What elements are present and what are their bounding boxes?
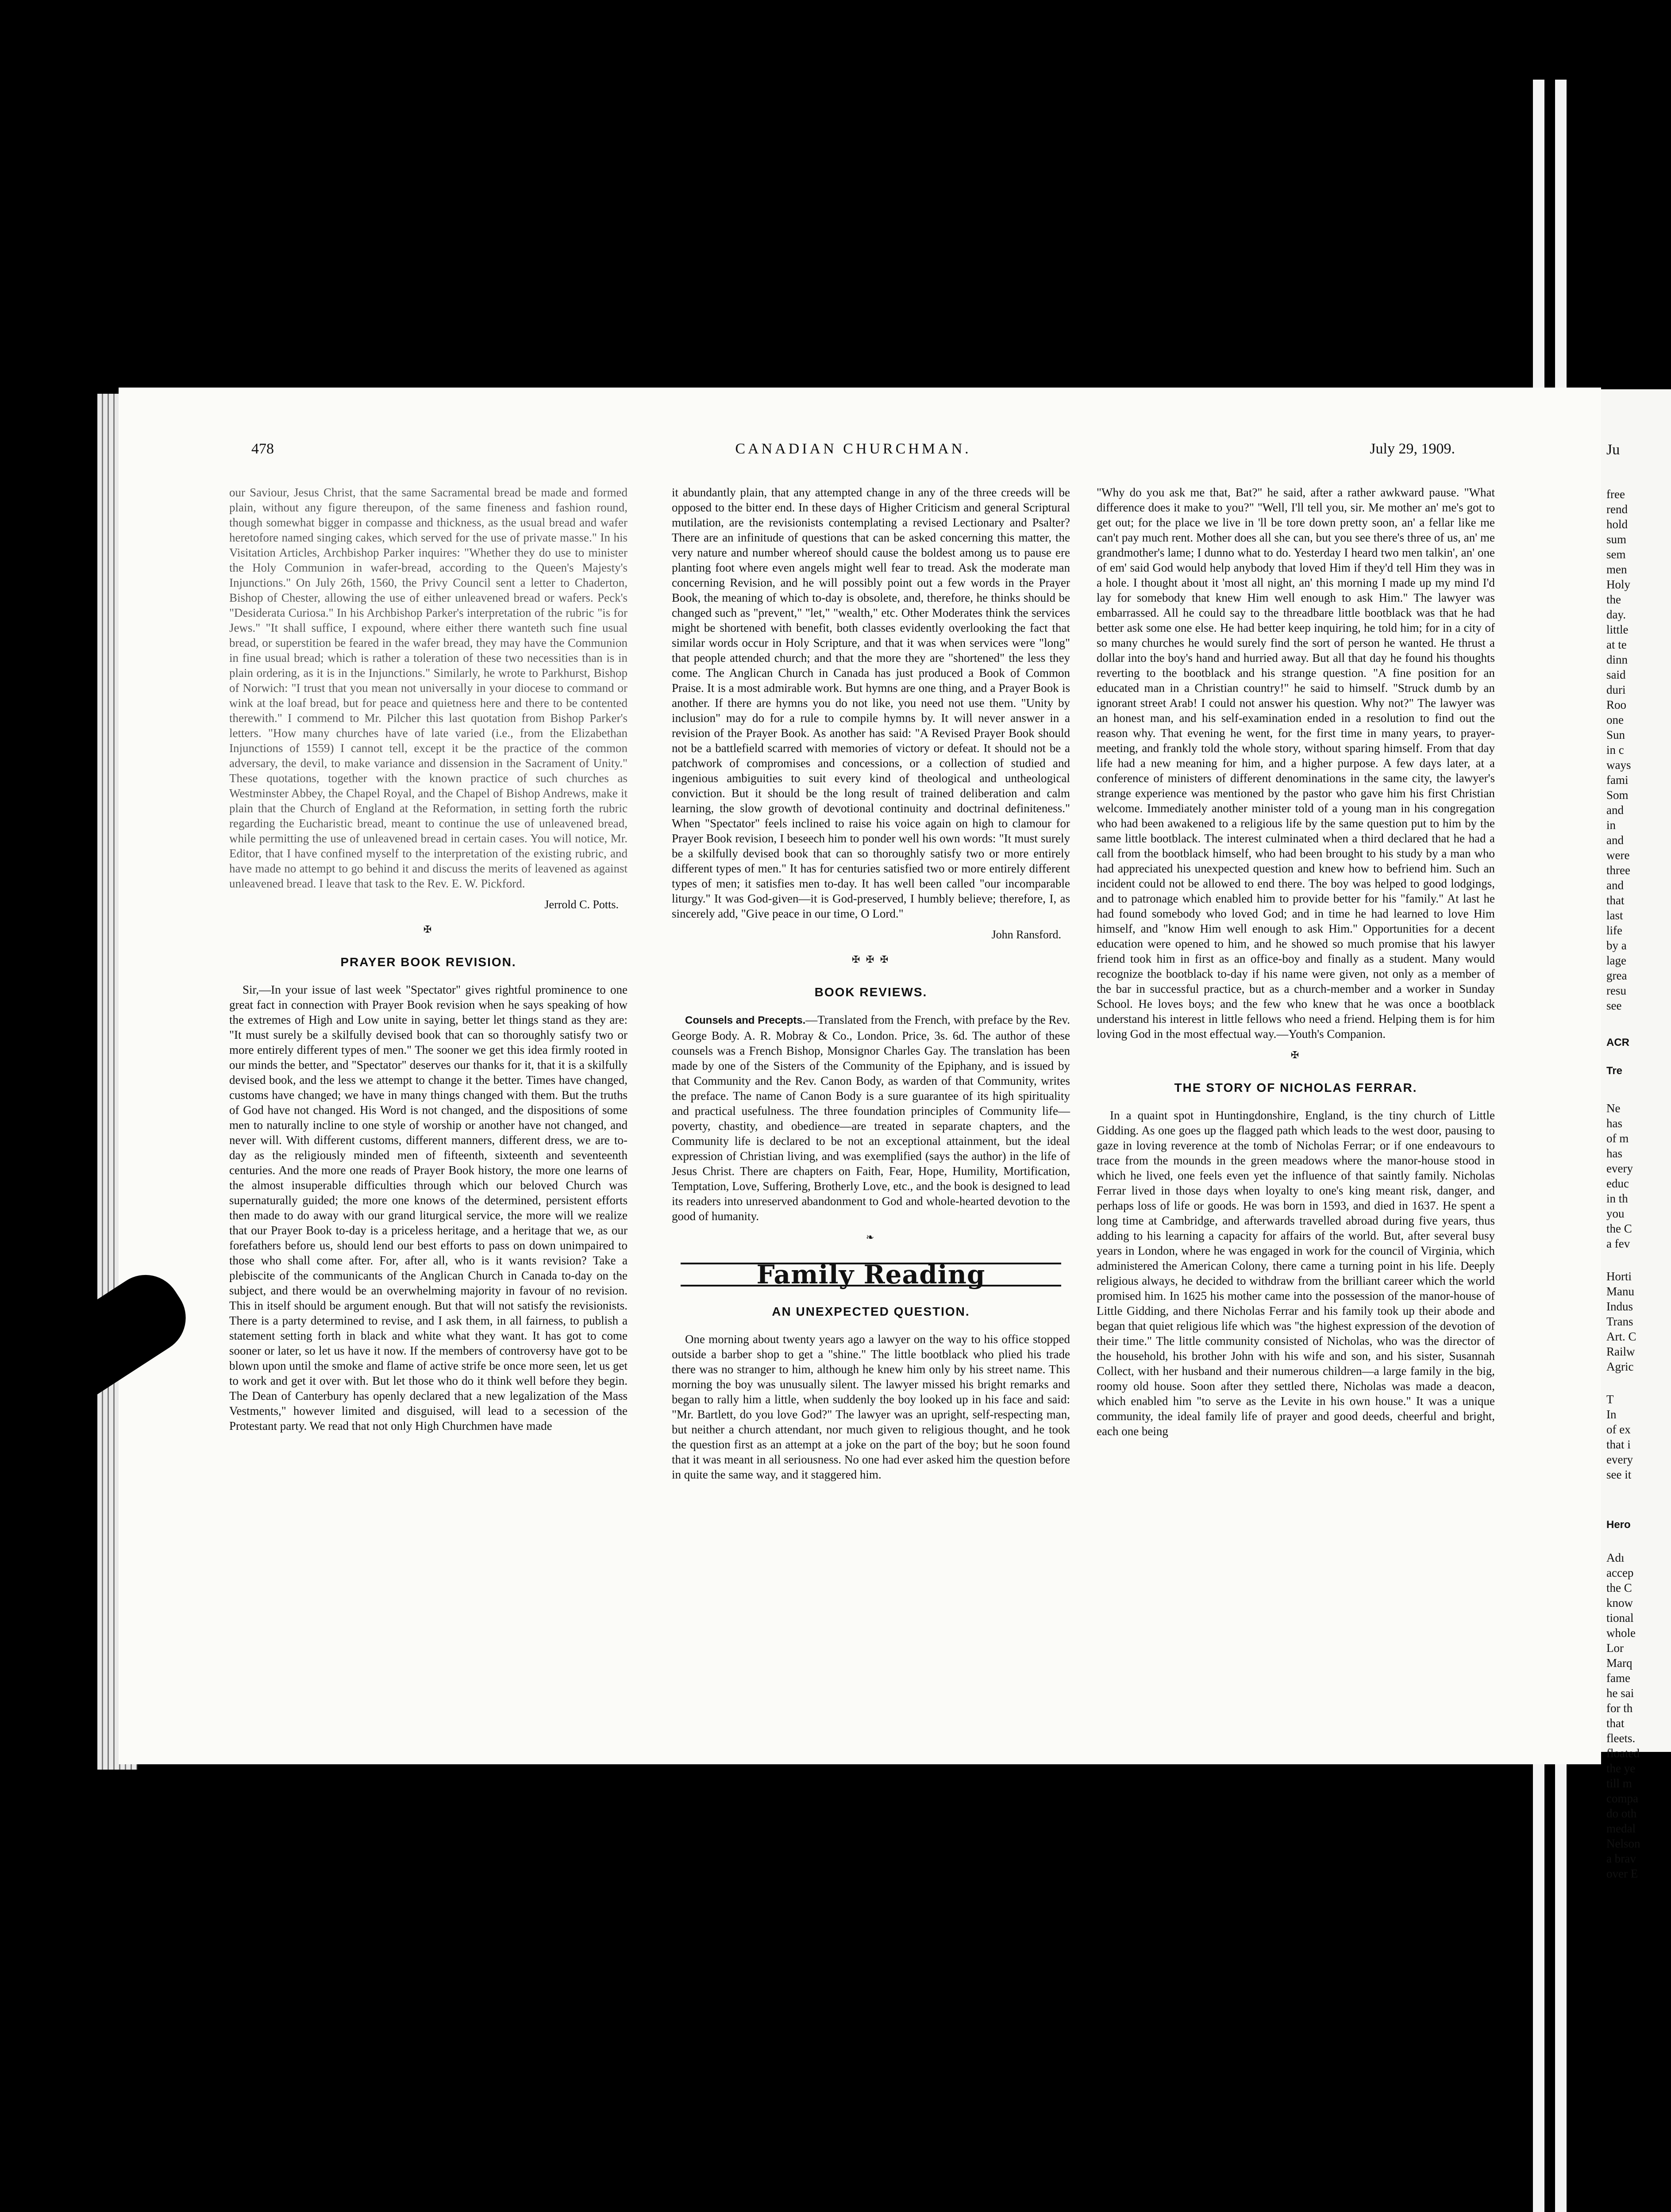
section-heading-unexpected-question: AN UNEXPECTED QUESTION.: [772, 1305, 970, 1318]
text-fragment: tional: [1606, 1611, 1634, 1624]
text-fragment: duri: [1606, 683, 1626, 696]
letter-body: Sir,—In your issue of last week "Spectator" gives rightful prominence to one great fact in connection with Prayer Book revision when he says speaking of how the extremes of High and Low unite in saying, better let things stand as they are: "It must surely be a skilfully devised book that can so thoroughly satisfy two or more entirely different types of men." The sooner we get this idea firmly rooted in our minds the better, and "Spectator" deserves our thanks for it, that it is a skilfully devised book, and the less we attempt to change it the better. Times have changed, customs have changed; we have in many things changed with them. But the truths of God have not changed. His Word is not changed, and the dispositions of some men to naturally incline to one style of worship or another have not changed, and never will. With different customs, different manners, different dress, we are to-day as the religiously minded men of fifteenth, sixteenth and seventeenth centuries. And the more one reads of Prayer Book history, the more one learns of the almost insuperable difficulties through which our beloved Church was supernaturally guided; the more one knows of the determined, persistent efforts then made to do away with our grand liturgical service, the more will we realize that our Prayer Book to-day is a priceless heritage, and a heritage that we, as our forefathers before us, should lend our best efforts to pass on down unimpaired to those who shall come after. For, after all, who is it wants revision? Take a plebiscite of the communicants of the Anglican Church in Canada to-day on the subject, and there would be an overwhelming majority in favour of no revision. This in itself should be argument enough. But that will not satisfy the revisionists. There is a party determined to revise, and I ask them, in all fairness, to publish a statement setting forth in black and white what they want. It has got to come sooner or later, so let us have it now. If the members of controversy have got to be blown upon until the smoke and flame of active strife be once more seen, let us get to work and get it over with. But let those who do it think well before they begin. The Dean of Canterbury has openly declared that a new legalization of the Mass Vestments," however limited and disguised, will lead to a secession of the Protestant party. We read that not only High Churchmen have made: [229, 983, 628, 1432]
text-fragment: and: [1606, 833, 1624, 847]
text-fragment: of ex: [1606, 1423, 1631, 1436]
text-fragment: that: [1606, 894, 1625, 907]
text-fragment: in th: [1606, 1192, 1628, 1205]
text-fragment: medal: [1606, 1822, 1636, 1835]
text-fragment: life: [1606, 924, 1622, 937]
book-review-body: —Translated from the French, with preface by the Rev. George Body. A. R. Mobray & Co., London. Price, 3s. 6d. The author of these counsels was a French Bishop, Monsignor Charles Gay. The translation has been made by one of the Sisters of the Community of the Epiphany, and is issued by that Community and the Rev. Canon Body, as warden of that Community, writes the preface. The name of Canon Body is a sure guarantee of its high spirituality and practical usefulness. The three foundation principles of Community life—poverty, chastity, and obedience—are treated in separate chapters, and the Community life is declared to be not an exceptional attainment, but the ideal expression of Christian living, and was exemplified (says the author) in the life of Jesus Christ. There are chapters on Faith, Fear, Hope, Humility, Mortification, Temptation, Love, Suffering, Brotherly Love, etc., and the book is designed to lead its readers into unreserved abandonment to God and whole-hearted devotion to the good of humanity.: [672, 1013, 1070, 1223]
text-fragment: one: [1606, 713, 1624, 726]
text-fragment: whole: [1606, 1626, 1636, 1640]
text-fragment: Holy: [1606, 578, 1630, 591]
text-fragment: accep: [1606, 1566, 1634, 1579]
letter-continuation: our Saviour, Jesus Christ, that the same Sacramental bread be made and formed plain, without any figure thereupon, of the same fineness and fashion round, though somewhat bigger in compasse and thickness, as the usual bread and wafer heretofore named singing cakes, which served for the use of private masse." In his Visitation Articles, Archbishop Parker inquires: "Whether they do use to minister the Holy Communion in wafer-bread, according to the Queen's Majesty's Injunctions." On July 26th, 1560, the Privy Council sent a letter to Chaderton, Bishop of Chester, allowing the use of either unleavened bread or wafers. Peck's "Desiderata Curiosa." In his Archbishop Parker's interpretation of the rubric "is for Jews." "It shall suffice, I expound, where either there wanteth such fine usual bread, or superstition be feared in the wafer bread, they may have the Communion in fine usual bread; which is rather a toleration of these two necessities than is in plain ordering, as it is in the Injunctions." Similarly, he wrote to Parkhurst, Bishop of Norwich: "I trust that you mean not universally in your diocese to command or wink at the loaf bread, but for peace and quietness here and there to be contented therewith." I commend to Mr. Pilcher this last quotation from Bishop Parker's letters. "How many churches have of late varied (i.e., from the Elizabethan Injunctions of 1559) I cannot tell, except it be the practice of the common adversary, the devil, to make variance and dissension in the Sacrament of Unity." These quotations, together with the known practice of such churches as Westminster Abbey, the Chapel Royal, and the Chapel of Bishop Andrews, make it plain that the Church of England at the Reformation, in setting forth the rubric regarding the Eucharistic bread, meant to continue the use of unleavened bread, while permitting the use of unleavened bread in certain cases. You will notice, Mr. Editor, that I have confined myself to the interpretation of the existing rubric, and have made no attempt to go behind it and discuss the merits of leavened as against unleavened bread. I leave that task to the Rev. E. W. Pickford.: [229, 486, 628, 890]
letter-signature: John Ransford.: [991, 928, 1061, 941]
text-fragment: Nelson: [1606, 1837, 1640, 1850]
text-fragment: know: [1606, 1596, 1633, 1609]
text-fragment: fame: [1606, 1671, 1630, 1685]
text-fragment: grea: [1606, 969, 1627, 982]
cross-ornament: ✠: [423, 924, 434, 935]
text-fragment: fami: [1606, 773, 1629, 787]
text-fragment: Ne: [1606, 1102, 1621, 1115]
facing-page-column: [1606, 487, 1668, 1881]
text-fragment: Lor: [1606, 1641, 1624, 1655]
text-fragment: of m: [1606, 1132, 1629, 1145]
text-fragment: last: [1606, 909, 1623, 922]
text-fragment: little: [1606, 623, 1629, 636]
text-fragment: Manu: [1606, 1285, 1634, 1298]
cross-ornament: ✠ ✠ ✠: [851, 954, 890, 965]
text-fragment: three: [1606, 864, 1630, 877]
text-fragment: fleets.: [1606, 1732, 1636, 1745]
letter-continuation: it abundantly plain, that any attempted change in any of the three creeds will be opposed to the bitter end. In these days of Higher Criticism and general Scriptural mutilation, are the revisionists contemplating a revised Lectionary and Psalter? There are an infinitude of questions that can be asked concerning this matter, the very nature and number whereof should cause the boldest among us to pause ere planting foot where even angels might well fear to tread. Ask the moderate man concerning Revision, and he will possibly point out a few words in the Prayer Book, the meaning of which to-day is obsolete, and, therefore, he thinks should be changed such as "prevent," "let," "wealth," etc. Other Moderates think the services might be shortened with benefit, both classes evidently overlooking the fact that similar words occur in Holy Scripture, and that it was when services were "long" that people attended church; and that the more they are "shortened" the less they come. The Anglican Church in Canada has just produced a Book of Common Praise. It is a most admirable work. But hymns are one thing, and a Prayer Book is another. If there are hymns you do not like, you need not use them. "Unity by inclusion" may do for a rule to compile hymns by. It will never answer in a revision of the Prayer Book. As another has said: "A Revised Prayer Book should not be a battlefield scarred with memories of victory or defeat. It should not be a patchwork of compromises and concessions, or a collection of studied and ingenious ambiguities to suit every kind of theological and untheological conviction. But it should be the long result of trained deliberation and calm learning, the slow growth of devotional continuity and doctrinal definiteness." When "Spectator" feels inclined to raise his voice again on high to clamour for Prayer Book revision, I beseech him to ponder well his own words: "It must surely be a skilfully devised book that can so thoroughly satisfy two or more entirely different types of men." It has for centuries satisfied two or more entirely different types of men; it satisfies men to-day. It has well been called "our incomparable liturgy." It was God-given—it is God-preserved, I humbly believe; therefore, I, as sincerely add, "Give peace in our time, O Lord.": [672, 486, 1070, 920]
book-review-title: Counsels and Precepts.: [685, 1014, 806, 1026]
text-fragment: for th: [1606, 1701, 1633, 1715]
story-continuation: "Why do you ask me that, Bat?" he said, after a rather awkward pause. "What difference does it make to you?" "Well, I'll tell you, sir. Me mother an' me's got to get out; for the place we live in 'll be tore down pretty soon, an' a fellar like me can't pay much rent. Mother does all she can, but you see there's three of us, an' me grandmother's lame; I dunno what to do. Yesterday I heard two men talkin', an' one of em' said God would help anybody that loved Him if they'd tell Him they was in a hole. I thought about it 'most all night, an' this morning I made up my mind I'd lay for somebody that knew Him well enough to ask Him." The lawyer was embarrassed. All he could say to the threadbare little bootblack was that he had better ask some one else. He had better keep inquiring, he told him; for in a city of so many churches he would surely find the sort of person he wanted. He thrust a dollar into the boy's hand and hurried away. But all that day he found his thoughts reverting to the bootblack and his strange question. "A fine position for an educated man in a Christian country!" he said to himself. "Struck dumb by an ignorant street Arab! I could not answer his question. Why not?" The lawyer was an honest man, and his self-examination ended in a resolution to find out the reason why. That evening he went, for the first time in many years, to prayer-meeting, and frankly told the whole story, without sparing himself. From that day life had a new meaning for him, and a higher purpose. A few days later, at a conference of ministers of different denominations in the same city, the lawyer's strange experience was mentioned by the pastor who gave him his first Christian welcome. Immediately another minister told of a young man in his congregation who had been awakened to a religious life by the same question put to him by the same little bootblack. The interest culminated when a third declared that he had a call from the bootblack himself, who had been brought to his study by a man who had appreciated his unexpected question and knew how to befriend him. Such an incident could not be allowed to end there. The boy was helped to good lodgings, and to patronage which enabled him to provide better for his "family." At last he had found somebody who loved God; and in time he had learned to love Him himself, and "know Him well enough to ask Him." Opportunities for a decent education were opened to him, and he showed so much promise that his lawyer friend took him in first as an office-boy and finally as a student. Many would recognize the bootblack to-day if his name were given, not only as a member of the bar in successful practice, but as a church-member and a worker in Sunday School. He loves boys; and the few who knew that he was once a bootblack understand his interest in little fellows who need a friend. Helping them is for him loving God in the most effectual way.—Youth's Companion.: [1097, 486, 1495, 1041]
story-body: One morning about twenty years ago a lawyer on the way to his office stopped outside a barber shop to get a "shine." The little bootblack who plied his trade there was no stranger to him, although he knew him only by his street name. This morning the boy was unusually silent. The lawyer missed his bright remarks and began to rally him a little, when suddenly the boy looked up in his face and said: "Mr. Bartlett, do you love God?" The lawyer was an upright, self-respecting man, but neither a church attendant, nor much given to religious thought, and he took the question first as an attempt at a joke on the part of the boy; but he soon found that it was meant in all seriousness. No one had ever asked him the question before in quite the same way, and it staggered him.: [672, 1333, 1070, 1481]
text-fragment: men: [1606, 563, 1627, 576]
text-fragment: free: [1606, 488, 1625, 501]
section-heading-prayer-book-revision: PRAYER BOOK REVISION.: [340, 955, 516, 969]
text-fragment: In: [1606, 1408, 1617, 1421]
text-fragment: do oth: [1606, 1807, 1637, 1820]
section-heading-nicholas-ferrar: THE STORY OF NICHOLAS FERRAR.: [1174, 1081, 1417, 1094]
text-fragment: Railw: [1606, 1345, 1635, 1358]
text-fragment: and: [1606, 803, 1624, 817]
text-fragment: day.: [1606, 608, 1626, 621]
text-fragment: the C: [1606, 1222, 1632, 1235]
text-fragment: that: [1606, 1717, 1625, 1730]
text-fragment: compa: [1606, 1792, 1638, 1805]
text-fragment: were: [1606, 849, 1630, 862]
text-fragment: every: [1606, 1162, 1633, 1175]
text-fragment-heading: ACR: [1606, 1037, 1629, 1048]
text-fragment: Roo: [1606, 698, 1627, 711]
cross-ornament: ✠: [1290, 1049, 1301, 1060]
text-fragment: a fev: [1606, 1237, 1630, 1250]
text-fragment: a brav: [1606, 1852, 1636, 1865]
text-fragment: the: [1606, 593, 1621, 606]
text-fragment: Indus: [1606, 1300, 1633, 1313]
text-fragment: Art. C: [1606, 1330, 1636, 1343]
text-fragment: see it: [1606, 1468, 1632, 1481]
article-body: In a quaint spot in Huntingdonshire, England, is the tiny church of Little Gidding. As one goes up the flagged path which leads to the west door, pausing to gaze in loving reverence at the tomb of Nicholas Ferrar; or if one endeavours to trace from the mounds in the green meadows where the manor-house stood in which he lived, one feels even yet the influence of that saintly family. Nicholas Ferrar lived in those days when loyalty to one's king meant risk, danger, and perhaps loss of life or goods. He was born in 1593, and died in 1637. He spent a long time at Cambridge, and afterwards travelled abroad during five years, thus adding to his learning a capacity for affairs of the world. But, after several busy years in London, where he was engaged in work for the council of Virginia, which administered the American Colony, there came a turning point in his life. Deeply religious always, he decided to withdraw from the brilliant career which the world promised him. In 1625 his mother came into the possession of the manor-house of Little Gidding, and there Nicholas Ferrar and his family took up their abode and began that quiet religious life which was "the highest expression of the devotion of their time." The little community consisted of Nicholas, who was the director of the household, his brother John with his wife and son, and his sister, Susannah Collect, with her husband and their numerous children—a large family in the big, roomy old house. Soon after they settled there, Nicholas was made a deacon, which enabled him "to serve as the Levite in his own house." It was a unique community, the ideal family life of prayer and good deeds, cheerful and bright, each one being: [1097, 1109, 1495, 1438]
text-fragment: floated: [1606, 1747, 1640, 1760]
facing-page-running-head: Ju: [1606, 442, 1620, 458]
text-fragment: Sun: [1606, 728, 1625, 741]
text-fragment: till m: [1606, 1777, 1632, 1790]
text-fragment: Adı: [1606, 1551, 1625, 1564]
text-fragment: resu: [1606, 984, 1626, 997]
family-reading-masthead: Family Reading: [681, 1263, 1061, 1286]
issue-date: July 29, 1909.: [1370, 441, 1455, 457]
text-fragment: at te: [1606, 638, 1627, 651]
text-fragment: Agric: [1606, 1360, 1634, 1373]
text-fragment: the C: [1606, 1581, 1632, 1594]
newspaper-page: [119, 388, 1601, 1764]
page-number: 478: [251, 441, 274, 457]
text-fragment: over E: [1606, 1867, 1638, 1880]
text-fragment: by a: [1606, 939, 1627, 952]
text-fragment: dinn: [1606, 653, 1628, 666]
column-2: [672, 485, 1070, 1488]
text-fragment: has: [1606, 1147, 1622, 1160]
text-fragment: he sai: [1606, 1686, 1634, 1700]
text-fragment: rend: [1606, 503, 1628, 516]
section-heading-book-reviews: BOOK REVIEWS.: [814, 985, 928, 999]
text-fragment: said: [1606, 668, 1626, 681]
text-fragment: Som: [1606, 788, 1629, 802]
text-fragment: lage: [1606, 954, 1626, 967]
text-fragment: hold: [1606, 518, 1628, 531]
leaf-ornament: ❧: [866, 1232, 876, 1243]
text-fragment: Horti: [1606, 1270, 1632, 1283]
text-fragment: see: [1606, 999, 1622, 1012]
book-review: [672, 1012, 1070, 1224]
text-fragment: in c: [1606, 743, 1624, 757]
text-fragment: has: [1606, 1117, 1622, 1130]
text-fragment: sem: [1606, 548, 1626, 561]
column-3: [1097, 485, 1495, 1445]
text-fragment: you: [1606, 1207, 1625, 1220]
publication-title: CANADIAN CHURCHMAN.: [735, 441, 971, 457]
facing-page-fragment: [1601, 389, 1671, 1880]
text-fragment: Marq: [1606, 1656, 1632, 1670]
text-fragment: educ: [1606, 1177, 1629, 1190]
column-1: [229, 485, 628, 1440]
text-fragment: T: [1606, 1393, 1614, 1406]
text-fragment: ways: [1606, 758, 1631, 772]
text-fragment-heading: Tre: [1606, 1065, 1623, 1077]
text-fragment: in: [1606, 818, 1616, 832]
letter-signature: Jerrold C. Potts.: [544, 898, 619, 911]
text-fragment: that i: [1606, 1438, 1631, 1451]
text-fragment: every: [1606, 1453, 1633, 1466]
text-fragment: Trans: [1606, 1315, 1633, 1328]
text-fragment: the ye: [1606, 1762, 1636, 1775]
text-fragment: sum: [1606, 533, 1627, 546]
text-fragment-heading: Hero: [1606, 1519, 1631, 1531]
text-fragment: and: [1606, 879, 1624, 892]
running-head: [251, 441, 1455, 467]
